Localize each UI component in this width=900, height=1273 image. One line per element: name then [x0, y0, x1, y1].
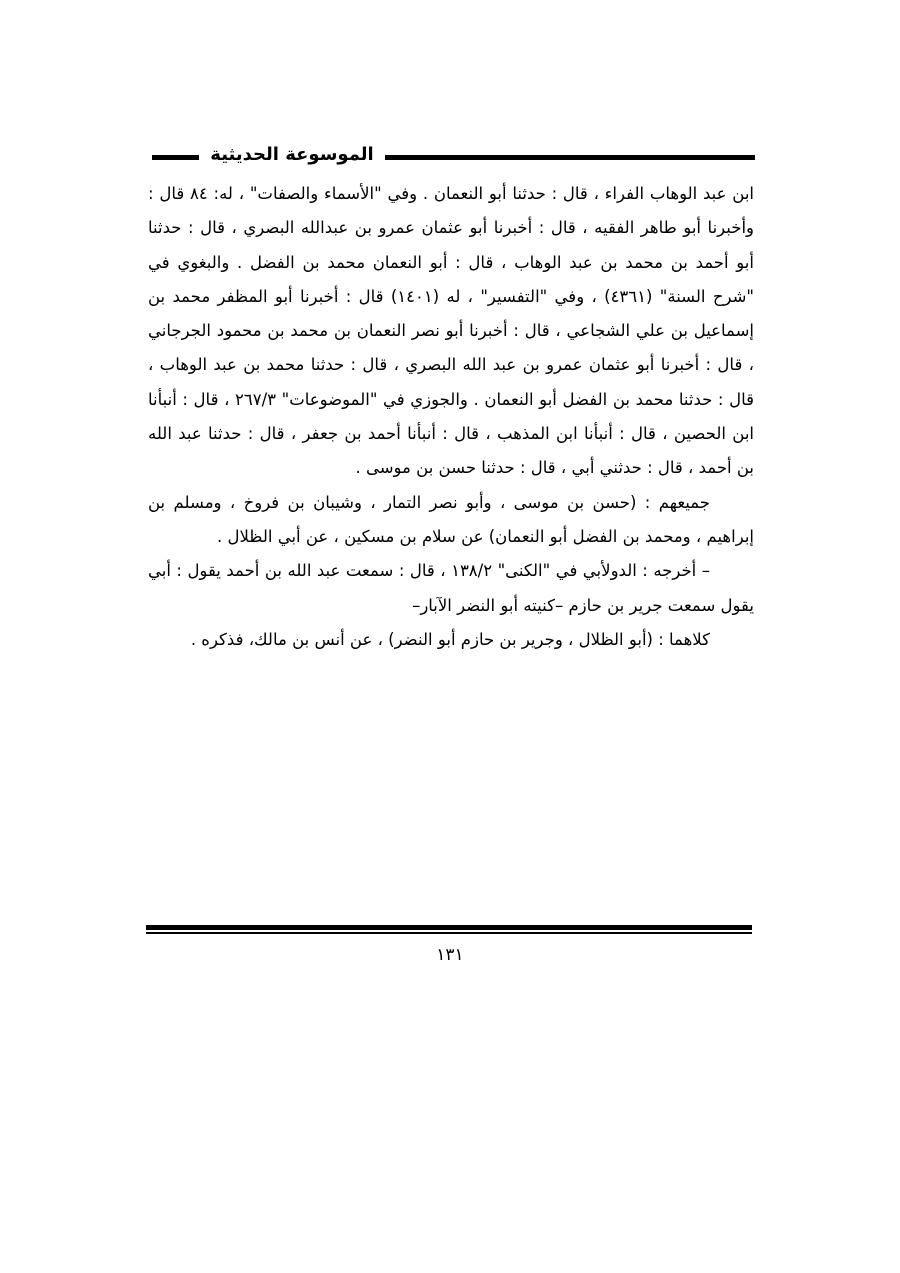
header-rule-left: [152, 155, 199, 160]
footer-rule-thin: [146, 932, 752, 934]
paragraph-dulabi: – أخرجه : الدولأبي في "الكنى" ١٣٨/٢ ، قال : سمعت عبد الله بن أحمد يقول : أبي يقول سمعت جرير بن حازم –كنيته أبو النضر الآبار–: [148, 561, 754, 615]
page-number: ١٣١: [436, 945, 464, 965]
paragraph-chain-summary: جميعهم : (حسن بن موسى ، وأبو نصر التمار ، وشيبان بن فروخ ، ومسلم بن إبراهيم ، ومحمد بن الفضل أبو النعمان) عن سلام بن مسكين ، عن أبي الظلال .: [148, 492, 754, 546]
paragraph-sources: ابن عبد الوهاب الفراء ، قال : حدثنا أبو النعمان . وفي "الأسماء والصفات" ، له: ٨٤ قال : وأخبرنا أبو طاهر الفقيه ، قال : أخبرنا أبو عثمان عمرو بن عبدالله البصري ، قال : حدثنا أبو أحمد بن محمد بن عبد الوهاب ، قال : أبو النعمان محمد بن الفضل . والبغوي في "شرح السنة" (٤٣٦١) ، وفي "التفسير" ، له (١٤٠١) قال : أخبرنا أبو المظفر محمد بن إسماعيل بن علي الشجاعي ، قال : أخبرنا أبو نصر النعمان بن محمد بن محمود الجرجاني ، قال : أخبرنا أبو عثمان عمرو بن عبد الله البصري ، قال : حدثنا محمد بن عبد الوهاب ، قال : حدثنا محمد بن الفضل أبو النعمان . والجوزي في "الموضوعات" ٢٦٧/٣ ، قال : أنبأنا ابن الحصين ، قال : أنبأنا ابن المذهب ، قال : أنبأنا أحمد بن جعفر ، قال : حدثنا عبد الله بن أحمد ، قال : حدثني أبي ، قال : حدثنا حسن بن موسى .: [148, 184, 755, 478]
paragraph-conclusion: كلاهما : (أبو الظلال ، وجرير بن حازم أبو النضر) ، عن أنس بن مالك، فذكره .: [190, 629, 710, 649]
main-text: [148, 177, 754, 657]
book-title: الموسوعة الحديثية: [210, 144, 374, 165]
footer-rule-thick: [146, 925, 752, 930]
header-rule-right: [385, 155, 755, 160]
page-header: [147, 142, 755, 168]
